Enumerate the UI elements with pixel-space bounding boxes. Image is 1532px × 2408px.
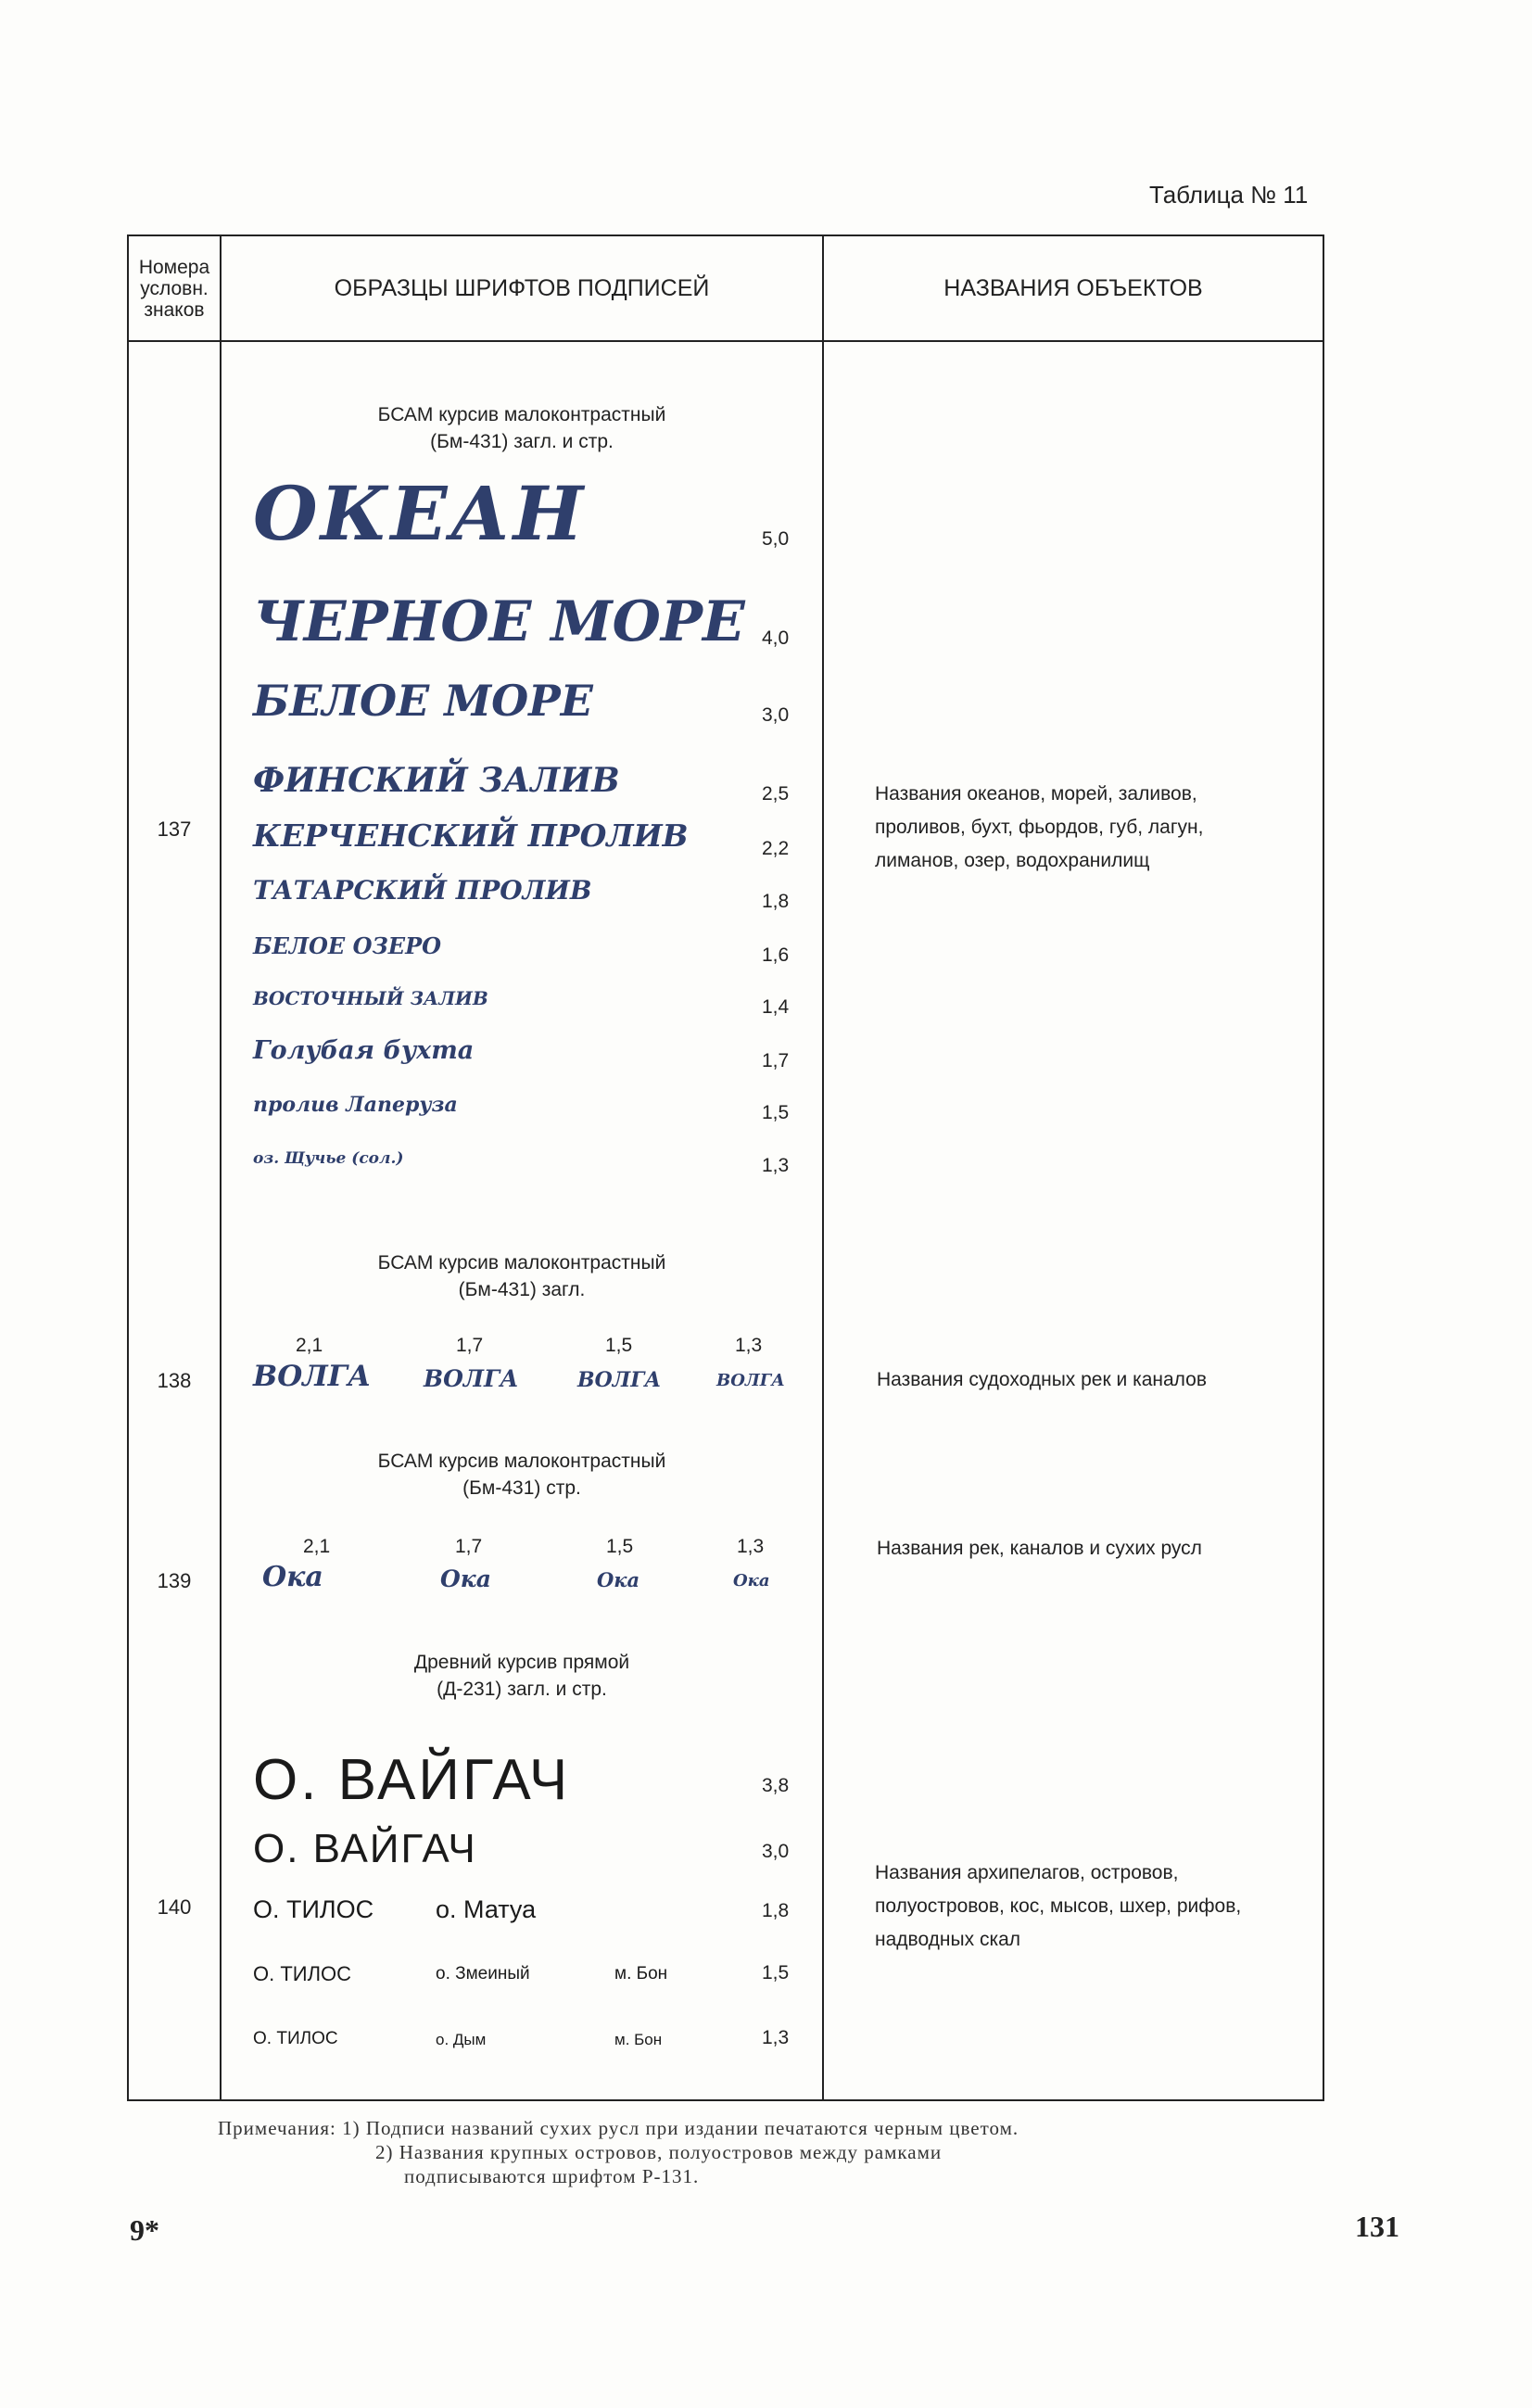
island-sample-matua: о. Матуа <box>436 1895 537 1923</box>
volga-sample-3: ВОЛГА <box>577 1368 662 1392</box>
sign-number-140: 140 <box>157 1895 192 1919</box>
font-caption-139-line-1: БСАМ курсив малоконтрастный <box>377 1451 666 1472</box>
sample-shchuchye-lake: оз. Щучье (сол.) <box>253 1149 404 1168</box>
island-sample-tilos-1: О. ТИЛОС <box>253 1895 374 1923</box>
island-size-1: 3,8 <box>762 1775 790 1796</box>
page-number: 131 <box>1355 2210 1399 2243</box>
island-size-2: 3,0 <box>762 1841 790 1862</box>
description-137-line-1: Названия океанов, морей, заливов, <box>875 783 1197 805</box>
island-sample-large: О. ВАЙГАЧ <box>253 1748 571 1812</box>
size-white-lake: 1,6 <box>762 944 790 966</box>
description-138: Названия судоходных рек и каналов <box>877 1369 1208 1390</box>
header-numbers-line-2: условн. <box>140 278 209 299</box>
font-caption-140-line-2: (Д-231) загл. и стр. <box>437 1679 607 1700</box>
font-caption-137-line-2: (Бм-431) загл. и стр. <box>430 431 614 452</box>
size-ocean: 5,0 <box>762 528 790 550</box>
font-caption-139 <box>222 1448 822 1502</box>
sign-number-138: 138 <box>157 1369 192 1392</box>
notes-line-1: Примечания: 1) Подписи названий сухих русл при издании печатаются черным цветом. <box>218 2117 1019 2139</box>
header-divider <box>129 340 1323 342</box>
size-black-sea: 4,0 <box>762 627 790 649</box>
header-samples: ОБРАЗЦЫ ШРИФТОВ ПОДПИСЕЙ <box>334 275 710 301</box>
island-size-3: 1,8 <box>762 1900 790 1921</box>
signature-mark: 9* <box>130 2213 159 2247</box>
island-size-5: 1,3 <box>762 2027 790 2048</box>
font-caption-138 <box>222 1249 822 1303</box>
font-caption-137-line-1: БСАМ курсив малоконтрастный <box>377 404 666 425</box>
island-sample-zmeiny: о. Змеиный <box>436 1964 530 1983</box>
header-numbers-line-1: Номера <box>138 257 210 278</box>
sample-kerch-strait: КЕРЧЕНСКИЙ ПРОЛИВ <box>253 817 689 854</box>
table-caption: Таблица № 11 <box>1149 181 1309 209</box>
island-sample-medium: О. ВАЙГАЧ <box>253 1826 477 1871</box>
font-caption-137 <box>222 401 822 455</box>
font-caption-139-line-2: (Бм-431) стр. <box>462 1477 581 1499</box>
description-140-line-2: полуостровов, кос, мысов, шхер, рифов, <box>875 1895 1242 1917</box>
island-sample-dym: о. Дым <box>436 2031 487 2048</box>
font-caption-140 <box>222 1649 822 1703</box>
volga-sample-2: ВОЛГА <box>424 1365 519 1392</box>
oka-sample-2: Ока <box>440 1565 491 1592</box>
description-137-line-3: лиманов, озер, водохранилищ <box>875 850 1150 871</box>
size-kerch-strait: 2,2 <box>762 838 790 859</box>
island-sample-tilos-2: О. ТИЛОС <box>253 1962 352 1985</box>
header-numbers-line-3: знаков <box>144 299 205 321</box>
sign-number-139: 139 <box>157 1569 192 1592</box>
oka-size-1: 2,1 <box>303 1536 331 1557</box>
island-sample-tilos-3: О. ТИЛОС <box>253 2029 338 2048</box>
sample-tatar-strait: ТАТАРСКИЙ ПРОЛИВ <box>253 875 592 906</box>
sample-east-gulf: ВОСТОЧНЫЙ ЗАЛИВ <box>253 987 488 1009</box>
sample-black-sea: ЧЕРНОЕ МОРЕ <box>253 589 745 654</box>
description-140-line-3: надводных скал <box>875 1929 1021 1950</box>
font-caption-138-line-2: (Бм-431) загл. <box>458 1279 586 1300</box>
column-divider-1 <box>220 236 222 2099</box>
cape-sample-bon-1: м. Бон <box>614 1964 668 1983</box>
size-white-sea: 3,0 <box>762 704 790 726</box>
volga-size-4: 1,3 <box>735 1335 763 1356</box>
font-samples-table <box>127 234 1324 2101</box>
description-140 <box>875 1857 1241 1957</box>
sample-white-lake: БЕЛОЕ ОЗЕРО <box>253 932 442 959</box>
header-numbers <box>129 257 220 321</box>
font-caption-138-line-1: БСАМ курсив малоконтрастный <box>377 1252 666 1274</box>
oka-size-2: 1,7 <box>455 1536 483 1557</box>
oka-sample-3: Ока <box>597 1568 640 1591</box>
font-caption-140-line-1: Древний курсив прямой <box>413 1652 630 1673</box>
header-objects: НАЗВАНИЯ ОБЪЕКТОВ <box>943 275 1203 301</box>
size-finnish-gulf: 2,5 <box>762 783 790 805</box>
size-laperouse-strait: 1,5 <box>762 1102 790 1123</box>
oka-sample-1: Ока <box>262 1561 323 1593</box>
volga-size-1: 2,1 <box>296 1335 323 1356</box>
volga-sample-1: ВОЛГА <box>253 1360 372 1393</box>
volga-sample-4: ВОЛГА <box>716 1371 785 1390</box>
island-size-4: 1,5 <box>762 1962 790 1983</box>
size-shchuchye-lake: 1,3 <box>762 1155 790 1176</box>
volga-size-3: 1,5 <box>605 1335 633 1356</box>
oka-size-3: 1,5 <box>606 1536 634 1557</box>
description-137-line-2: проливов, бухт, фьордов, губ, лагун, <box>875 817 1204 838</box>
sample-blue-bay: Голубая бухта <box>253 1036 475 1065</box>
sample-finnish-gulf: ФИНСКИЙ ЗАЛИВ <box>253 761 620 800</box>
column-divider-2 <box>822 236 824 2099</box>
oka-size-4: 1,3 <box>737 1536 765 1557</box>
volga-size-2: 1,7 <box>456 1335 484 1356</box>
sign-number-137: 137 <box>157 817 192 841</box>
description-140-line-1: Названия архипелагов, островов, <box>875 1862 1179 1883</box>
oka-sample-4: Ока <box>733 1571 770 1591</box>
notes-line-2: 2) Названия крупных островов, полуостровов между рамками <box>375 2141 943 2163</box>
size-blue-bay: 1,7 <box>762 1050 790 1071</box>
description-139: Названия рек, каналов и сухих русл <box>877 1538 1202 1559</box>
sample-ocean: ОКЕАН <box>253 470 587 557</box>
sample-white-sea: БЕЛОЕ МОРЕ <box>253 676 593 726</box>
description-137 <box>875 778 1203 878</box>
size-tatar-strait: 1,8 <box>762 891 790 912</box>
size-east-gulf: 1,4 <box>762 996 790 1018</box>
cape-sample-bon-2: м. Бон <box>614 2031 663 2048</box>
sample-laperouse-strait: пролив Лаперуза <box>253 1093 458 1117</box>
notes-line-3: подписываются шрифтом Р-131. <box>404 2165 700 2187</box>
